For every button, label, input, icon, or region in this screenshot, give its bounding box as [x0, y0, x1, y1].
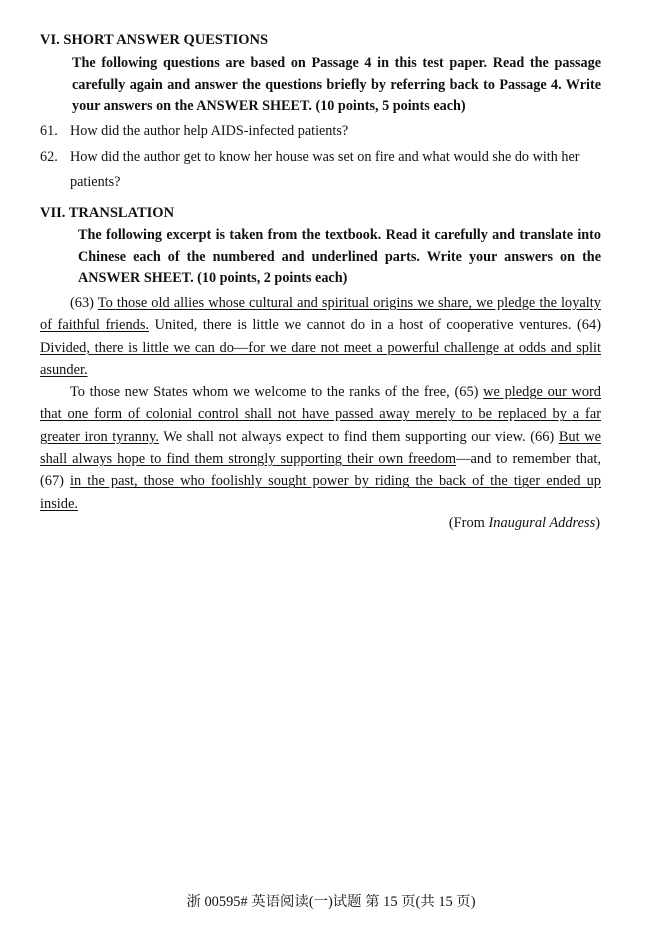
question-text: How did the author help AIDS-infected patients? [70, 123, 349, 139]
source-citation [449, 515, 600, 532]
item-number-66: (66) [530, 428, 555, 445]
underlined-part-63: To those old allies whose cultural and spiritual origins we share, we pledge the loyalty of faithful friends. [40, 295, 601, 334]
section-7-number: VII. [40, 205, 66, 221]
translation-passage [40, 292, 601, 515]
section-6-heading [40, 32, 268, 49]
underlined-part-66: But we shall always hope to find them strongly supporting their own freedom [40, 428, 601, 468]
item-number-65: (65) [454, 384, 479, 401]
question-text: How did the author get to know her house was set on fire and what would she do with her [70, 149, 580, 165]
source-suffix: ) [595, 515, 600, 531]
passage-paragraph-1 [40, 292, 601, 381]
question-text-continued: patients? [70, 174, 121, 190]
underlined-part-67: in the past, those who foolishly sought power by riding the back of the tiger ended up inside. [40, 473, 601, 512]
section-7-title: TRANSLATION [68, 205, 175, 221]
section-6-title: SHORT ANSWER QUESTIONS [63, 32, 269, 48]
passage-text: United, there is little we cannot do in a host of cooperative ventures. [154, 317, 572, 334]
source-title: Inaugural Address [488, 515, 596, 531]
passage-paragraph-2 [40, 381, 601, 515]
section-7-heading [40, 205, 174, 222]
section-7-instructions: The following excerpt is taken from the textbook. Read it carefully and translate into Chinese each of the numbered and underlined parts. Write your answers on the ANSWER SHEET. (10 points, 2 points each) [78, 227, 601, 286]
section-6-instructions: The following questions are based on Passage 4 in this test paper. Read the passage carefully again and answer the questions briefly by referring back to Passage 4. Write your answers on the ANSWER SHEET. (10 points, 5 points each) [72, 55, 601, 114]
passage-text: —and to remember that, [456, 451, 601, 468]
passage-text: To those new States whom we welcome to the ranks of the free, [70, 384, 450, 401]
underlined-part-64: Divided, there is little we can do—for we dare not meet a powerful challenge at odds and split asunder. [40, 339, 601, 378]
question-61 [40, 119, 602, 144]
source-prefix: (From [448, 515, 489, 531]
page-footer: 浙 00595# 英语阅读(一)试题 第 15 页(共 15 页) [186, 894, 476, 910]
question-number: 61. [40, 123, 58, 139]
item-number-64: (64) [577, 317, 601, 334]
question-62 [40, 145, 602, 195]
item-number-63: (63) [70, 295, 94, 311]
section-6-number: VI. [40, 32, 60, 48]
passage-text: We shall not always expect to find them supporting our view. [163, 428, 526, 445]
underlined-part-65: we pledge our word that one form of colonial control shall not have passed away merely to be replaced by a far greater iron tyranny. [40, 384, 601, 445]
question-number: 62. [40, 149, 58, 165]
item-number-67: (67) [40, 473, 64, 490]
